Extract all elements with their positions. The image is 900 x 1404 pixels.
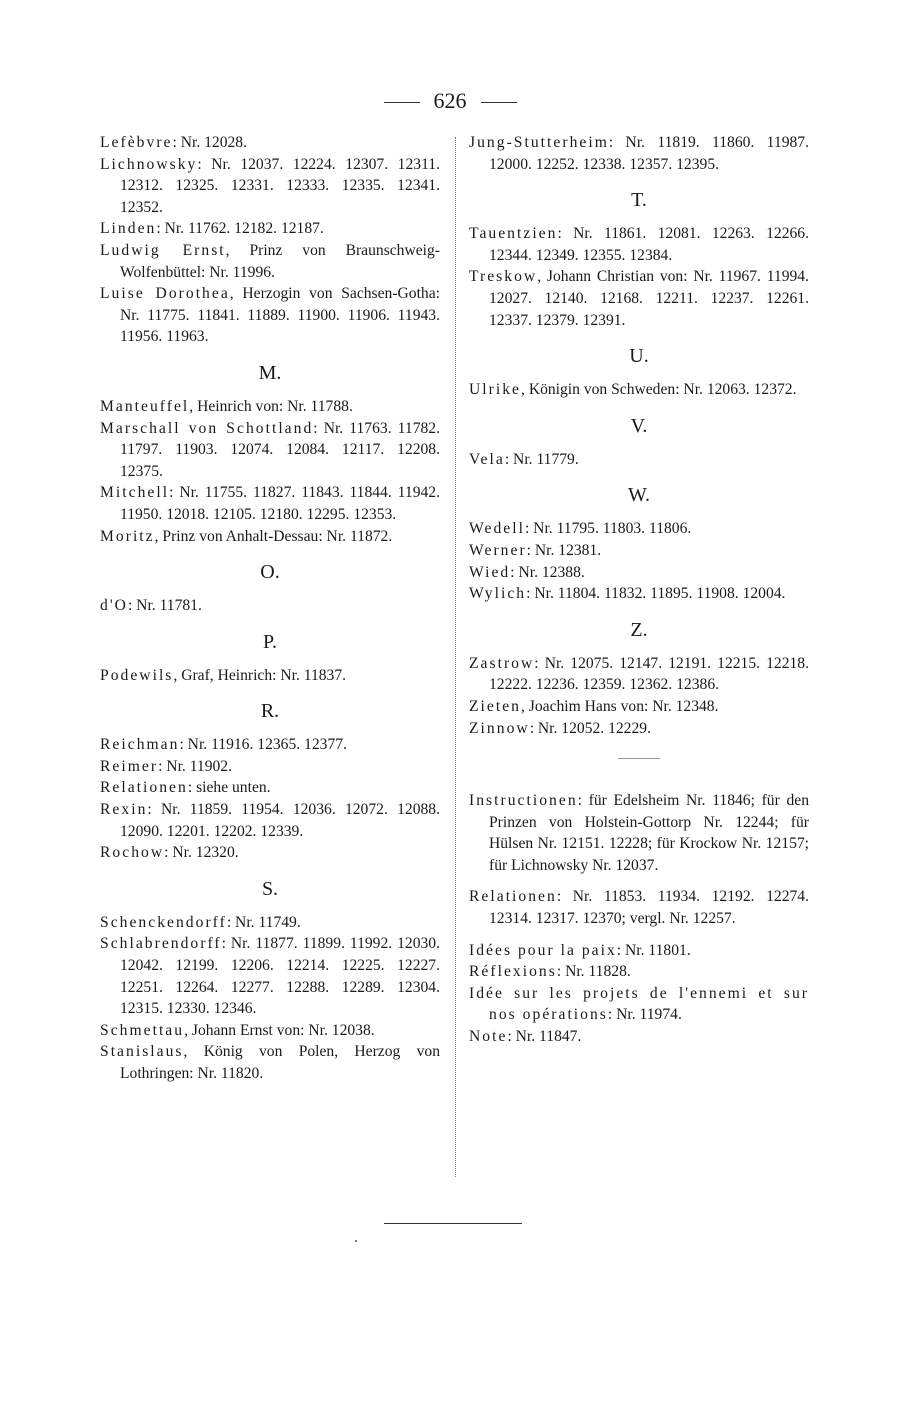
section-letter: M.: [258, 361, 282, 384]
entry-references: , Heinrich von: Nr. 11788.: [189, 397, 353, 415]
entry-name: Moritz: [100, 527, 155, 545]
entry-name: Treskow: [469, 268, 538, 286]
entry-references: : Nr. 11902.: [158, 757, 233, 775]
entry-name: Linden: [100, 220, 157, 238]
index-entry: [469, 132, 809, 175]
entry-references: , Johann Ernst von: Nr. 12038.: [184, 1021, 375, 1039]
entry-name: Podewils: [100, 666, 174, 684]
entry-references: : Nr. 11749.: [226, 913, 301, 931]
entry-name: Vela: [469, 450, 505, 468]
entry-references: , Königin von Schweden: Nr. 12063. 12372.: [521, 381, 797, 399]
index-entry: [469, 540, 809, 562]
entry-name: Wied: [469, 563, 511, 581]
entry-name: Lichnowsky: [100, 155, 198, 173]
entry-name: Ludwig Ernst: [100, 241, 226, 259]
entry-references: : Nr. 11819. 11860. 11987. 12000. 12252. 12338. 12357. 12395.: [489, 134, 809, 173]
entry-name: Rexin: [100, 801, 148, 819]
index-entry: [100, 756, 440, 778]
entry-name: Réflexions: [469, 963, 557, 981]
index-entry: [469, 696, 809, 718]
entry-name: Reimer: [100, 757, 159, 775]
index-entry: [100, 595, 440, 617]
column-divider: [455, 137, 456, 1177]
index-entry: [469, 886, 809, 929]
entry-name: Lefèbvre: [100, 134, 173, 151]
entry-references: , Johann Christian von: Nr. 11967. 11994. 12027. 12140. 12168. 12211. 12237. 12261. 12337. 12379. 12391.: [489, 268, 809, 329]
entry-name: Tauentzien: [469, 225, 558, 243]
entry-references: : Nr. 11779.: [504, 450, 579, 468]
entry-name: Rochow: [100, 844, 165, 862]
section-letter: R.: [260, 700, 280, 723]
index-entry: [100, 240, 440, 283]
index-entry: [100, 526, 440, 548]
index-entry: [469, 718, 809, 740]
entry-name: Jung-Stutterheim: [469, 134, 609, 151]
header-dash-right: [481, 102, 517, 103]
entry-name: Marschall von Schottland: [100, 419, 314, 437]
entry-name: Zieten: [469, 697, 521, 715]
index-entry: [100, 1041, 440, 1084]
entry-references: : Nr. 11801.: [616, 941, 691, 959]
section-letter: W.: [627, 484, 651, 507]
section-letter: U.: [629, 345, 649, 368]
section-letter: S.: [261, 877, 279, 900]
entry-references: : Nr. 12320.: [164, 844, 239, 862]
paragraph-gap: [469, 930, 809, 940]
section-letter: V.: [630, 414, 648, 437]
index-entry: [469, 790, 809, 876]
entry-references: : Nr. 11795. 11803. 11806.: [524, 520, 692, 538]
entry-name: Mitchell: [100, 484, 170, 502]
entry-name: Zastrow: [469, 654, 535, 672]
index-entry: [100, 283, 440, 348]
index-entry: [469, 1026, 809, 1048]
entry-references: : Nr. 11853. 11934. 12192. 12274. 12314. 12317. 12370; vergl. Nr. 12257.: [489, 888, 809, 928]
entry-name: Reichman: [100, 736, 180, 754]
index-entry: [100, 933, 440, 1019]
section-separator: [618, 758, 660, 759]
paragraph-gap: [469, 876, 809, 886]
entry-name: Wylich: [469, 585, 527, 603]
index-entry: [469, 653, 809, 696]
index-entry: [100, 218, 440, 240]
index-entry: [469, 961, 809, 983]
entry-references: : Nr. 11916. 12365. 12377.: [179, 736, 347, 754]
entry-references: : Nr. 12028.: [172, 134, 248, 151]
index-entry: [100, 734, 440, 756]
index-entry: [469, 449, 809, 471]
index-entry: [469, 583, 809, 605]
entry-name: Idées pour la paix: [469, 941, 617, 959]
entry-references: : für Edelsheim Nr. 11846; für den Prinzen von Holstein-Gottorp Nr. 12244; für Hülsen Nr. 12151. 12228; für Krockow Nr. 12157; für Lichnowsky Nr. 12037.: [489, 792, 809, 874]
index-entry: [100, 482, 440, 525]
entry-name: Idée sur les projets de l'ennemi et sur nos opérations: [469, 984, 809, 1024]
index-entry: [100, 154, 440, 219]
entry-name: Relationen: [469, 888, 557, 906]
entry-references: : Nr. 12388.: [510, 563, 585, 581]
page-number: 626: [433, 88, 467, 113]
entry-references: , Graf, Heinrich: Nr. 11837.: [173, 666, 347, 684]
header-dash-left: [384, 102, 420, 103]
entry-references: : Nr. 11804. 11832. 11895. 11908. 12004.: [526, 585, 786, 603]
index-entry: [100, 777, 440, 799]
entry-references: : siehe unten.: [187, 779, 271, 797]
section-letter: O.: [260, 561, 280, 584]
index-entry: [469, 983, 809, 1026]
index-entry: [100, 799, 440, 842]
section-letter: T.: [631, 189, 647, 212]
index-entry: [469, 940, 809, 962]
entry-name: Werner: [469, 541, 527, 559]
section-letter: P.: [263, 630, 277, 653]
entry-references: , Herzogin von Sachsen-Gotha: Nr. 11775. 11841. 11889. 11900. 11906. 11943. 11956. 11963.: [120, 285, 440, 346]
section-letter: Z.: [630, 618, 648, 641]
entry-name: Schmettau: [100, 1021, 185, 1039]
entry-name: Luise Dorothea: [100, 285, 230, 303]
entry-name: Stanislaus: [100, 1043, 184, 1061]
entry-references: : Nr. 11781.: [127, 597, 202, 615]
entry-name: Note: [469, 1028, 508, 1046]
entry-references: : Nr. 12037. 12224. 12307. 12311. 12312. 12325. 12331. 12333. 12335. 12341. 12352.: [120, 155, 440, 216]
index-entry: [100, 912, 440, 934]
index-entry: [100, 1020, 440, 1042]
entry-name: Manteuffel: [100, 397, 190, 415]
right-column: [469, 132, 809, 1048]
index-entry: [100, 132, 440, 154]
index-entry: [469, 562, 809, 584]
entry-references: , Prinz von Braunschweig-Wolfenbüttel: Nr. 11996.: [120, 241, 440, 281]
entry-references: : Nr. 11877. 11899. 11992. 12030. 12042. 12199. 12206. 12214. 12225. 12227. 12251. 12264. 12277. 12288. 12289. 12304. 12315. 12330. 12346.: [120, 935, 440, 1018]
entry-references: : Nr. 11828.: [556, 963, 631, 981]
entry-references: : Nr. 11755. 11827. 11843. 11844. 11942. 11950. 12018. 12105. 12180. 12295. 12353.: [120, 484, 440, 523]
index-entry: [100, 396, 440, 418]
index-entry: [100, 665, 440, 687]
index-entry: [100, 842, 440, 864]
page-header: [0, 88, 900, 114]
entry-references: : Nr. 11859. 11954. 12036. 12072. 12088. 12090. 12201. 12202. 12339.: [120, 801, 440, 840]
entry-name: Relationen: [100, 779, 188, 797]
bottom-dot: [355, 1240, 357, 1242]
entry-references: : Nr. 12381.: [526, 541, 602, 559]
entry-references: , Prinz von Anhalt-Dessau: Nr. 11872.: [154, 527, 393, 545]
index-entry: [469, 379, 809, 401]
index-entry: [100, 418, 440, 483]
entry-references: : Nr. 12052. 12229.: [529, 719, 651, 737]
index-entry: [469, 266, 809, 331]
entry-references: : Nr. 11847.: [507, 1028, 582, 1046]
entry-name: Wedell: [469, 520, 525, 538]
entry-references: : Nr. 12075. 12147. 12191. 12215. 12218. 12222. 12236. 12359. 12362. 12386.: [489, 654, 809, 694]
entry-references: : Nr. 11861. 12081. 12263. 12266. 12344. 12349. 12355. 12384.: [489, 225, 809, 264]
entry-name: Zinnow: [469, 719, 530, 737]
entry-references: : Nr. 11762. 12182. 12187.: [156, 220, 324, 238]
index-entry: [469, 223, 809, 266]
entry-name: Instructionen: [469, 792, 578, 810]
entry-references: : Nr. 11763. 11782. 11797. 11903. 12074. 12084. 12117. 12208. 12375.: [120, 419, 440, 480]
index-entry: [469, 518, 809, 540]
entry-name: Ulrike: [469, 381, 522, 399]
entry-name: Schenckendorff: [100, 913, 227, 931]
entry-references: , Joachim Hans von: Nr. 12348.: [521, 697, 719, 715]
entry-references: , König von Polen, Herzog von Lothringen: Nr. 11820.: [120, 1043, 440, 1082]
entry-name: d'O: [100, 597, 128, 615]
left-column: [100, 132, 440, 1085]
entry-references: : Nr. 11974.: [607, 1006, 682, 1024]
entry-name: Schlabrendorff: [100, 935, 222, 953]
bottom-rule: [384, 1223, 522, 1224]
